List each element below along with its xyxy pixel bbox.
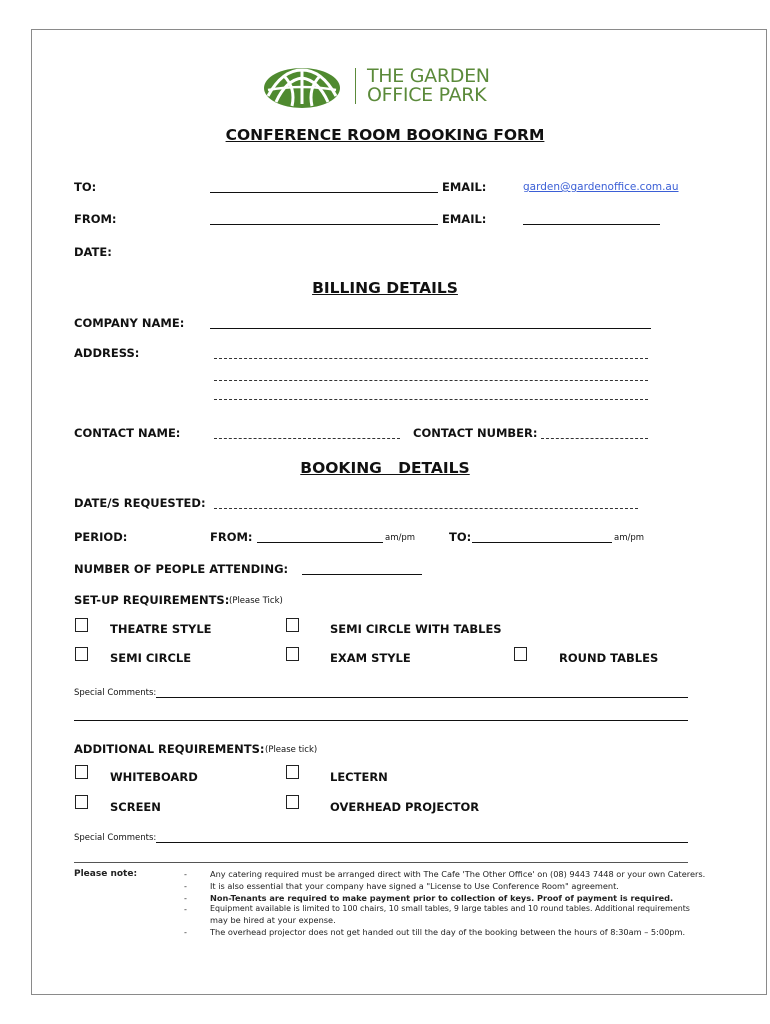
overhead-projector-label: OVERHEAD PROJECTOR	[330, 800, 480, 814]
notes-divider	[74, 862, 688, 863]
email-from-field[interactable]	[523, 224, 660, 225]
address-line-2[interactable]	[214, 380, 648, 381]
from-field[interactable]	[210, 224, 438, 225]
note-item-5: The overhead projector does not get handed out till the day of the booking between the hours of 8:30am – 5:00pm.	[210, 927, 686, 937]
semi-circle-tables-checkbox[interactable]	[286, 618, 299, 632]
theatre-style-label: THEATRE STYLE	[110, 622, 212, 636]
setup-hint: (Please Tick)	[229, 596, 283, 606]
email-to-link[interactable]: garden@gardenoffice.com.au	[523, 181, 679, 193]
people-attending-field[interactable]	[302, 574, 422, 575]
note-item-4: Equipment available is limited to 100 chairs, 10 small tables, 9 large tables and 10 round tables. Additional requirements	[210, 904, 690, 913]
period-from-field[interactable]	[257, 542, 383, 543]
note-item-4-cont: may be hired at your expense.	[210, 915, 336, 925]
dates-requested-label: DATE/S REQUESTED:	[74, 496, 206, 510]
email-from-label: EMAIL:	[442, 212, 487, 226]
from-label: FROM:	[74, 212, 117, 226]
overhead-projector-checkbox[interactable]	[286, 795, 299, 809]
logo	[262, 64, 502, 110]
screen-label: SCREEN	[110, 800, 161, 814]
garden-dome-icon	[262, 64, 342, 108]
additional-requirements-label: ADDITIONAL REQUIREMENTS:	[74, 742, 265, 756]
whiteboard-checkbox[interactable]	[75, 765, 88, 779]
whiteboard-label: WHITEBOARD	[110, 770, 198, 784]
email-to-label: EMAIL:	[442, 180, 487, 194]
screen-checkbox[interactable]	[75, 795, 88, 809]
note-bullet-3: -	[184, 893, 187, 903]
period-label: PERIOD:	[74, 530, 128, 544]
theatre-style-checkbox[interactable]	[75, 618, 88, 632]
period-to-ampm: am/pm	[614, 533, 645, 543]
lectern-label: LECTERN	[330, 770, 388, 784]
contact-name-field[interactable]	[214, 438, 400, 439]
note-bullet-4: -	[184, 904, 187, 914]
note-item-1: Any catering required must be arranged direct with The Cafe 'The Other Office' on (08) 9443 7448 or your own Caterers.	[210, 869, 706, 879]
exam-style-label: EXAM STYLE	[330, 651, 411, 665]
date-label: DATE:	[74, 245, 112, 259]
company-name-label: COMPANY NAME:	[74, 316, 185, 330]
people-attending-label: NUMBER OF PEOPLE ATTENDING:	[74, 562, 289, 576]
contact-number-field[interactable]	[541, 438, 648, 439]
contact-number-label: CONTACT NUMBER:	[413, 426, 538, 440]
billing-heading: BILLING DETAILS	[312, 279, 458, 297]
period-to-field[interactable]	[472, 542, 612, 543]
form-page	[31, 29, 767, 995]
semi-circle-tables-label: SEMI CIRCLE WITH TABLES	[330, 622, 502, 636]
dates-requested-field[interactable]	[214, 508, 638, 509]
semi-circle-checkbox[interactable]	[75, 647, 88, 661]
period-to-label: TO:	[449, 530, 472, 544]
round-tables-label: ROUND TABLES	[559, 651, 659, 665]
additional-hint: (Please tick)	[265, 745, 318, 755]
exam-style-checkbox[interactable]	[286, 647, 299, 661]
note-bullet-1: -	[184, 869, 187, 879]
address-line-3[interactable]	[214, 399, 648, 400]
to-field[interactable]	[210, 192, 438, 193]
period-from-ampm: am/pm	[385, 533, 416, 543]
company-name-field[interactable]	[210, 328, 651, 329]
address-label: ADDRESS:	[74, 346, 140, 360]
please-note-label: Please note:	[74, 869, 138, 879]
to-label: TO:	[74, 180, 97, 194]
logo-line-2: OFFICE PARK	[367, 84, 487, 106]
round-tables-checkbox[interactable]	[514, 647, 527, 661]
page-title: CONFERENCE ROOM BOOKING FORM	[225, 126, 545, 144]
setup-comments-field-2[interactable]	[74, 720, 688, 721]
additional-comments-label: Special Comments:	[74, 833, 157, 843]
additional-comments-field[interactable]	[156, 842, 688, 843]
note-item-2: It is also essential that your company have signed a "License to Use Conference Room" agreement.	[210, 881, 619, 891]
lectern-checkbox[interactable]	[286, 765, 299, 779]
note-item-3: Non-Tenants are required to make payment prior to collection of keys. Proof of payment is required.	[210, 893, 674, 903]
address-line-1[interactable]	[214, 358, 648, 359]
period-from-label: FROM:	[210, 530, 253, 544]
booking-heading: BOOKING DETAILS	[300, 459, 470, 477]
semi-circle-label: SEMI CIRCLE	[110, 651, 192, 665]
setup-requirements-label: SET-UP REQUIREMENTS:	[74, 593, 230, 607]
note-bullet-5: -	[184, 927, 187, 937]
setup-comments-field[interactable]	[156, 697, 688, 698]
contact-name-label: CONTACT NAME:	[74, 426, 181, 440]
note-bullet-2: -	[184, 881, 187, 891]
setup-comments-label: Special Comments:	[74, 688, 157, 698]
logo-divider	[355, 68, 356, 104]
logo-line-1: THE GARDEN	[367, 65, 490, 87]
